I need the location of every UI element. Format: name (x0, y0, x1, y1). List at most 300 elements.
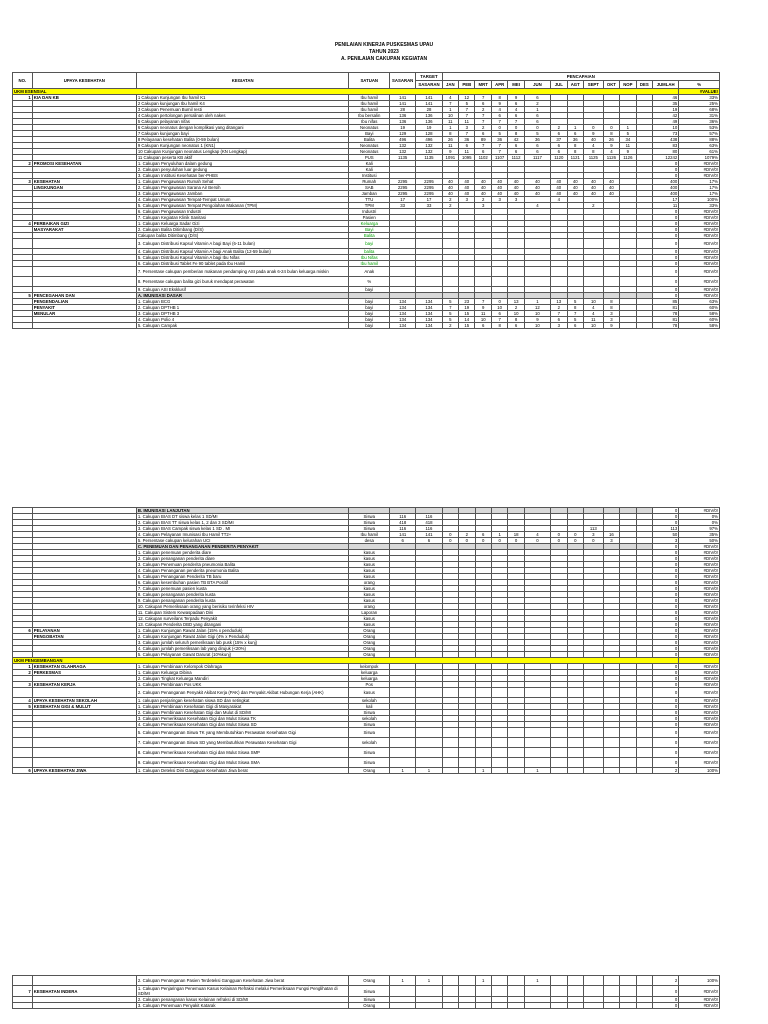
row-month-value: 6 (508, 113, 524, 119)
row-month-value (524, 267, 550, 277)
row-month-value: 2 (442, 323, 458, 329)
row-percent: #DIV/0! (679, 167, 720, 173)
row-month-value (620, 976, 636, 986)
row-month-value: 4 (603, 149, 619, 155)
row-percent: #DIV/0! (679, 698, 720, 704)
row-month-value: 6 (508, 149, 524, 155)
row-sasaran (390, 728, 416, 738)
row-sasaran (390, 239, 416, 249)
row-percent: 33% (679, 203, 720, 209)
row-jumlah: 35 (653, 101, 679, 107)
row-no (13, 976, 33, 986)
row-month-value (583, 758, 603, 768)
table-row (13, 267, 720, 277)
row-sasaran: 134 (390, 323, 416, 329)
row-jumlah: 50 (653, 532, 679, 538)
row-jumlah: 0 (653, 592, 679, 598)
row-month-value: 1126 (620, 155, 636, 161)
row-jumlah: 113 (653, 526, 679, 532)
row-kegiatan: 2. Cakupan penyuluhan luar gedung (136, 167, 349, 173)
row-month-value: 8 (603, 299, 619, 305)
row-month-value (636, 738, 652, 748)
row-month-value (508, 1003, 524, 1009)
row-month-value (475, 239, 491, 249)
row-month-value (491, 986, 507, 997)
row-percent: #DIV/0! (679, 215, 720, 221)
row-month-value: 9 (583, 131, 603, 137)
row-percent: #DIV/0! (679, 227, 720, 233)
row-satuan: Rumah (349, 179, 390, 185)
row-satuan: Balita (349, 233, 390, 239)
row-jumlah: 0 (653, 722, 679, 728)
row-month-value (620, 738, 636, 748)
row-jumlah: 0 (653, 249, 679, 255)
row-month-value (551, 267, 567, 277)
row-percent: #DIV/0! (679, 255, 720, 261)
row-month-value: 10 (442, 113, 458, 119)
row-jumlah: 19 (653, 107, 679, 113)
row-month-value (620, 758, 636, 768)
row-month-value: 1126 (603, 155, 619, 161)
row-upaya (32, 323, 136, 329)
row-percent: #DIV/0! (679, 233, 720, 239)
row-jumlah: 0 (653, 616, 679, 622)
row-kegiatan: 6. Cakupan Pengawasan Industri (136, 209, 349, 215)
row-month-value: 2 (551, 125, 567, 131)
row-month-value (583, 748, 603, 758)
row-upaya: PENGENDALIAN (32, 299, 136, 305)
row-month-value: 8 (491, 95, 507, 101)
row-jumlah: 0 (653, 277, 679, 287)
row-month-value: 6 (508, 101, 524, 107)
row-target: 134 (416, 299, 442, 305)
row-kegiatan: 6. Cakupan Distribusi Tablet Fe 90 tablet pada Ibu Hamil (136, 261, 349, 267)
row-satuan: Siswa (349, 986, 390, 997)
row-month-value: 40 (603, 185, 619, 191)
row-month-value: 10 (475, 317, 491, 323)
row-satuan: Pasien (349, 215, 390, 221)
row-target: 136 (416, 113, 442, 119)
row-month-value (551, 1003, 567, 1009)
row-month-value (551, 768, 567, 774)
row-jumlah: 0 (653, 550, 679, 556)
row-percent: 58% (679, 323, 720, 329)
row-sasaran: 1135 (390, 155, 416, 161)
row-satuan: Siswa (349, 520, 390, 526)
row-sasaran: 141 (390, 101, 416, 107)
col-no: NO. (13, 73, 33, 89)
row-satuan: Ibu nifas (349, 119, 390, 125)
row-month-value: 40 (491, 185, 507, 191)
row-kegiatan: 1. Cakupan Kunjungan Rawat Jalan (15% x penduduk) (136, 628, 349, 634)
row-no: 6 (13, 768, 33, 774)
row-month-value (603, 976, 619, 986)
row-month-value: 40 (567, 185, 583, 191)
row-kegiatan: 1. Cakupan Penjaringan Penemuan Kasus Kelainan Refraksi melalui Pemeriksaan Fungsi Penglihatan di SD/MI (136, 986, 349, 997)
row-jumlah: 0 (653, 520, 679, 526)
row-month-value (491, 1003, 507, 1009)
row-upaya (32, 267, 136, 277)
row-satuan: Neonatus (349, 143, 390, 149)
row-percent: 88% (679, 137, 720, 143)
row-percent: #DIV/0! (679, 598, 720, 604)
row-month-value: 1 (524, 107, 550, 113)
row-month-value (459, 748, 475, 758)
row-percent: 63% (679, 299, 720, 305)
row-month-value (636, 239, 652, 249)
row-jumlah: 0 (653, 167, 679, 173)
row-month-value (524, 986, 550, 997)
row-upaya: PROMOSI KESEHATAN (32, 161, 136, 167)
row-sasaran: 1 (390, 768, 416, 774)
row-jumlah: 0 (653, 628, 679, 634)
row-upaya (32, 748, 136, 758)
row-percent: #DIV/0! (679, 610, 720, 616)
row-month-value: 5 (524, 131, 550, 137)
row-month-value: 40 (459, 191, 475, 197)
row-jumlah: 0 (653, 173, 679, 179)
subsection-label: B. IMUNISASI LANJUTAN (136, 508, 349, 514)
row-month-value: 7 (491, 143, 507, 149)
row-month-value: 40 (524, 179, 550, 185)
row-month-value: 7 (475, 95, 491, 101)
row-no: 1 (13, 664, 33, 670)
row-kegiatan: 2. Cakupan Tingkat Keluarga Mandiri (136, 676, 349, 682)
row-month-value: 3 (508, 197, 524, 203)
row-month-value (459, 976, 475, 986)
col-month-okt: OKT (603, 81, 619, 89)
row-jumlah: 0 (653, 221, 679, 227)
row-sasaran: 136 (390, 113, 416, 119)
row-month-value: 6 (524, 95, 550, 101)
row-month-value (551, 688, 567, 698)
row-month-value: 40 (459, 179, 475, 185)
row-jumlah: 83 (653, 143, 679, 149)
row-percent: #DIV/0! (679, 634, 720, 640)
row-month-value: 7 (491, 149, 507, 155)
row-month-value: 36 (491, 137, 507, 143)
row-jumlah: 0 (653, 293, 679, 299)
row-sasaran: 2295 (390, 191, 416, 197)
col-month-nop: NOP (620, 81, 636, 89)
row-percent: #DIV/0! (679, 748, 720, 758)
row-upaya: PERBAIKAN GIZI (32, 221, 136, 227)
row-kegiatan: 10 Cakupan Kunjungan neonatus Lengkap (KN Lengkap) (136, 149, 349, 155)
row-month-value: 8 (567, 305, 583, 311)
row-month-value (475, 277, 491, 287)
row-month-value (620, 748, 636, 758)
row-month-value (508, 277, 524, 287)
row-sasaran: 134 (390, 317, 416, 323)
section-percent: #VALUE! (679, 89, 720, 95)
row-satuan: bayi (349, 305, 390, 311)
section-label: UKM ESENSIAL (13, 89, 679, 95)
row-target: 141 (416, 101, 442, 107)
row-month-value: 40 (491, 179, 507, 185)
row-month-value: 0 (475, 538, 491, 544)
row-satuan: Balita (349, 137, 390, 143)
subsection-label: A. IMUNISASI DASAR (136, 293, 349, 299)
row-month-value: 1 (524, 768, 550, 774)
row-jumlah: 0 (653, 255, 679, 261)
table-row (13, 1003, 720, 1009)
row-satuan: bayi (349, 323, 390, 329)
row-month-value (442, 738, 458, 748)
row-kegiatan: 8. Cakupan Pemeriksaan Kesehatan Gigi dan Mulut Siswa SMP (136, 748, 349, 758)
row-month-value: 2 (442, 197, 458, 203)
row-month-value: 4 (583, 311, 603, 317)
row-kegiatan: 5. Persentase cakupan kelurahan UCI (136, 538, 349, 544)
row-upaya (32, 1003, 136, 1009)
row-target: 6 (416, 538, 442, 544)
row-month-value: 9 (603, 323, 619, 329)
row-jumlah: 0 (653, 986, 679, 997)
row-month-value: 40 (508, 191, 524, 197)
row-month-value (567, 976, 583, 986)
row-satuan: Orang (349, 640, 390, 646)
row-month-value: 0 (551, 532, 567, 538)
table-row (13, 986, 720, 997)
row-month-value: 2 (524, 101, 550, 107)
row-month-value: 10 (583, 323, 603, 329)
row-month-value: 13 (551, 299, 567, 305)
row-percent: #DIV/0! (679, 209, 720, 215)
row-month-value (491, 738, 507, 748)
row-no: 3 (13, 179, 33, 185)
row-month-value: 5 (442, 317, 458, 323)
row-percent: #DIV/0! (679, 664, 720, 670)
row-month-value: 15 (459, 311, 475, 317)
row-kegiatan: 4. Cakupan Pemeriksaan Kesehatan Gigi dan Mulut Siswa SD (136, 722, 349, 728)
row-sasaran: 134 (390, 299, 416, 305)
row-month-value: 0 (524, 538, 550, 544)
row-month-value: 12 (524, 305, 550, 311)
row-jumlah: 0 (653, 997, 679, 1003)
row-sasaran: 1 (390, 976, 416, 986)
row-target: 134 (416, 323, 442, 329)
row-satuan: kasus (349, 574, 390, 580)
kinerja-table-part-2 (12, 507, 720, 774)
table-row (13, 758, 720, 768)
row-no (13, 748, 33, 758)
row-satuan: desa (349, 538, 390, 544)
row-month-value (508, 688, 524, 698)
row-kegiatan: 2. Cakupan Penanganan Pasien Terdeteksi Gangguan Kesehatan Jiwa berat (136, 976, 349, 986)
row-month-value (508, 768, 524, 774)
row-month-value (459, 758, 475, 768)
row-no (13, 239, 33, 249)
row-percent: #DIV/0! (679, 628, 720, 634)
row-month-value: 2 (583, 203, 603, 209)
row-no: 2 (13, 161, 33, 167)
row-month-value: 37 (551, 137, 567, 143)
row-month-value: 40 (442, 191, 458, 197)
row-month-value (524, 239, 550, 249)
row-jumlah: 438 (653, 137, 679, 143)
row-percent: #DIV/0! (679, 249, 720, 255)
row-month-value: 40 (475, 179, 491, 185)
row-upaya: PELAYANAN (32, 628, 136, 634)
row-jumlah: 0 (653, 287, 679, 293)
row-month-value (583, 1003, 603, 1009)
row-upaya: KIA DAN KB (32, 95, 136, 101)
row-month-value (442, 688, 458, 698)
row-sasaran (390, 688, 416, 698)
row-month-value (567, 239, 583, 249)
row-percent: #DIV/0! (679, 261, 720, 267)
row-month-value (459, 277, 475, 287)
row-month-value: 5 (567, 317, 583, 323)
row-month-value (636, 267, 652, 277)
row-month-value: 40 (567, 179, 583, 185)
report-subtitle: A. PENILAIAN CAKUPAN KEGIATAN (340, 56, 428, 62)
row-jumlah: 0 (653, 604, 679, 610)
row-month-value: 8 (567, 143, 583, 149)
row-month-value (583, 976, 603, 986)
row-month-value: 0 (442, 532, 458, 538)
row-jumlah: 0 (653, 622, 679, 628)
row-no: 5 (13, 704, 33, 710)
row-percent: #DIV/0! (679, 277, 720, 287)
row-kegiatan: 2. Cakupan Kunjungan Rawat Jalan Gigi (4% x Penduduk) (136, 634, 349, 640)
row-kegiatan: 3 Cakupan Penemuan Bumil resti (136, 107, 349, 113)
row-kegiatan: 2. Cakupan Balita Ditimbang (D/S) (136, 227, 349, 233)
row-satuan: Laporan (349, 610, 390, 616)
row-month-value: 16 (603, 532, 619, 538)
row-month-value (524, 748, 550, 758)
row-percent: 33% (679, 95, 720, 101)
col-month-agt: AGT (567, 81, 583, 89)
row-kegiatan: 5. Cakupan Penanganan Siswa TK yang Membutuhkan Perawatan Kesehatan Gigi (136, 728, 349, 738)
row-percent: #DIV/0! (679, 562, 720, 568)
row-month-value (567, 748, 583, 758)
row-no (13, 1003, 33, 1009)
row-month-value: 1 (475, 768, 491, 774)
row-satuan: bayi (349, 239, 390, 249)
row-month-value: 13 (508, 299, 524, 305)
row-month-value: 9 (524, 317, 550, 323)
row-percent: 60% (679, 305, 720, 311)
row-month-value: 1102 (475, 155, 491, 161)
row-jumlah: 78 (653, 311, 679, 317)
row-month-value (620, 239, 636, 249)
row-target: 136 (416, 119, 442, 125)
row-kegiatan: 7. Cakupan Kegiatan Klinik Sanitasi (136, 215, 349, 221)
row-month-value: 1125 (583, 155, 603, 161)
row-month-value: 5 (567, 299, 583, 305)
col-target-sasaran: SASARAN (416, 81, 442, 89)
row-month-value: 10 (508, 311, 524, 317)
row-satuan: Ibu hamil (349, 95, 390, 101)
row-kegiatan: 3. Cakupan jumlah seluruh pemeriksaan lab pusk (15% x kunj) (136, 640, 349, 646)
row-month-value: 40 (551, 179, 567, 185)
row-satuan: PUS (349, 155, 390, 161)
row-month-value: 6 (524, 149, 550, 155)
row-jumlah: 0 (653, 261, 679, 267)
row-month-value (551, 976, 567, 986)
row-month-value (491, 267, 507, 277)
row-month-value (491, 758, 507, 768)
row-kegiatan: 10. Cakupan Pemeriksaan orang yang berisiko terinfeksi HIV (136, 604, 349, 610)
row-percent: #DIV/0! (679, 622, 720, 628)
row-month-value: 3 (475, 203, 491, 209)
row-month-value: 2 (442, 203, 458, 209)
row-month-value: 40 (583, 179, 603, 185)
row-month-value: 6 (459, 143, 475, 149)
row-percent: #DIV/0! (679, 508, 720, 514)
row-percent: 68% (679, 107, 720, 113)
row-month-value: 40 (603, 191, 619, 197)
row-percent: 25% (679, 101, 720, 107)
row-percent: #DIV/0! (679, 1003, 720, 1009)
row-month-value: 6 (551, 149, 567, 155)
row-month-value: 3 (603, 538, 619, 544)
row-upaya: MENULAR (32, 311, 136, 317)
row-month-value: 9 (491, 101, 507, 107)
row-month-value (491, 239, 507, 249)
row-month-value: 1 (567, 125, 583, 131)
row-kegiatan: 9. Cakupan penanganan penderita kusta (136, 598, 349, 604)
row-month-value (603, 738, 619, 748)
row-month-value (567, 758, 583, 768)
row-month-value (491, 277, 507, 287)
row-percent: 31% (679, 113, 720, 119)
row-satuan: bayi (349, 299, 390, 305)
row-sasaran: 132 (390, 143, 416, 149)
row-jumlah: 2 (653, 976, 679, 986)
section-label: UKM PENGEMBANGAN (13, 658, 679, 664)
row-kegiatan: 9. Cakupan ASI Eksklusif (136, 287, 349, 293)
row-month-value: 6 (475, 149, 491, 155)
row-month-value: 40 (603, 179, 619, 185)
row-month-value: 26 (442, 137, 458, 143)
row-target: 17 (416, 197, 442, 203)
row-percent: #DIV/0! (679, 580, 720, 586)
row-sasaran: 2295 (390, 185, 416, 191)
row-month-value: 1107 (491, 155, 507, 161)
row-kegiatan: 7 Cakupan kunjungan bayi (136, 131, 349, 137)
row-kegiatan: 4 Cakupan pertolongan persalinan oleh nakes (136, 113, 349, 119)
row-month-value: 10 (524, 311, 550, 317)
row-month-value (491, 728, 507, 738)
report-title: PENILAIAN KINERJA PUSKESMAS UPAU (334, 42, 434, 48)
row-satuan: Ibu hamil (349, 261, 390, 267)
row-month-value: 0 (567, 538, 583, 544)
row-no: 5 (13, 293, 33, 299)
row-month-value (567, 728, 583, 738)
row-month-value: 3 (491, 197, 507, 203)
row-kegiatan: 3. Cakupan BIAS Campak siswa kelas 1 SD . MI (136, 526, 349, 532)
row-month-value: 40 (583, 137, 603, 143)
row-satuan: Ibu hamil (349, 532, 390, 538)
row-satuan: sekolah (349, 738, 390, 748)
row-month-value (567, 688, 583, 698)
row-percent: #DIV/0! (679, 682, 720, 688)
row-percent: 1079% (679, 155, 720, 161)
row-satuan: Orang (349, 1003, 390, 1009)
row-month-value (508, 267, 524, 277)
row-month-value (442, 239, 458, 249)
row-kegiatan: 5. Cakupan Campak (136, 323, 349, 329)
row-kegiatan: 4. Cakupan Distribusi Kapsul Vitamin A bagi Anak Balita (12-59 bulan) (136, 249, 349, 255)
col-upaya: UPAYA KESEHATAN (32, 73, 136, 89)
row-month-value (475, 748, 491, 758)
row-month-value (442, 277, 458, 287)
row-jumlah: 0 (653, 562, 679, 568)
row-satuan: TPM (349, 203, 390, 209)
row-jumlah: 0 (653, 1003, 679, 1009)
row-month-value: 7 (475, 113, 491, 119)
